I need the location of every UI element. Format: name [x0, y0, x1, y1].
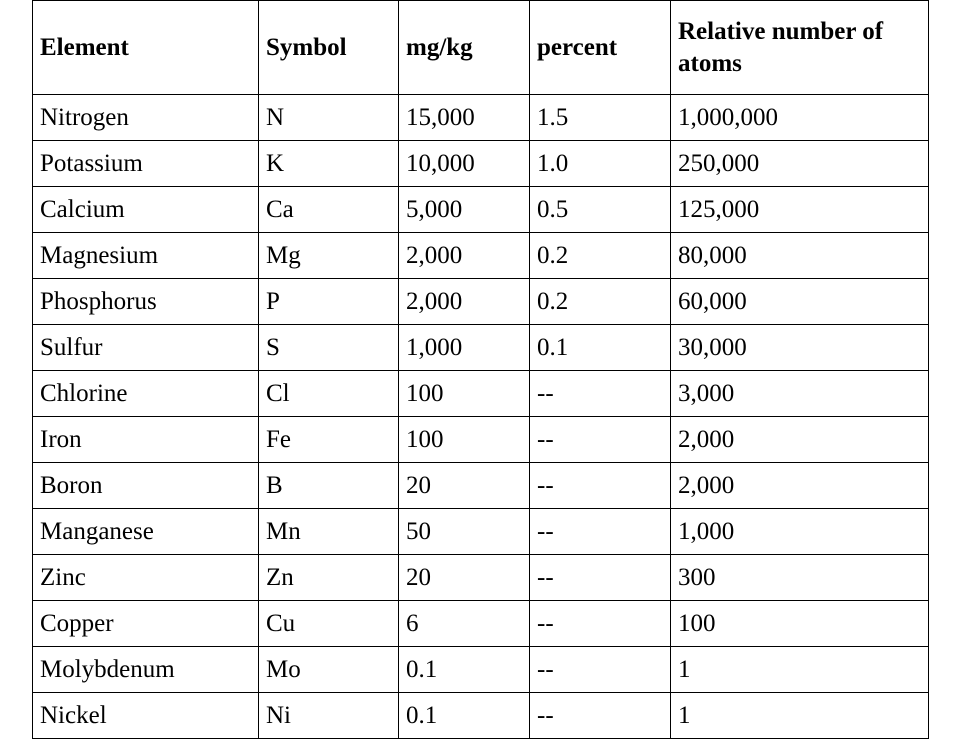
- cell-relative-atoms: 300: [671, 555, 929, 601]
- cell-percent: 0.2: [530, 279, 671, 325]
- cell-symbol: Ni: [259, 693, 399, 739]
- table-row: [33, 693, 929, 739]
- cell-element: Nitrogen: [33, 95, 259, 141]
- cell-mg-per-kg: 0.1: [399, 693, 530, 739]
- cell-symbol: Fe: [259, 417, 399, 463]
- element-table: [32, 0, 929, 739]
- table-row: [33, 187, 929, 233]
- cell-mg-per-kg: 20: [399, 463, 530, 509]
- cell-percent: 1.5: [530, 95, 671, 141]
- table-row: [33, 601, 929, 647]
- table-row: [33, 417, 929, 463]
- cell-mg-per-kg: 6: [399, 601, 530, 647]
- cell-mg-per-kg: 50: [399, 509, 530, 555]
- cell-relative-atoms: 2,000: [671, 417, 929, 463]
- cell-mg-per-kg: 1,000: [399, 325, 530, 371]
- table-row: [33, 233, 929, 279]
- cell-percent: 0.5: [530, 187, 671, 233]
- cell-element: Magnesium: [33, 233, 259, 279]
- cell-relative-atoms: 100: [671, 601, 929, 647]
- table-row: [33, 371, 929, 417]
- cell-relative-atoms: 250,000: [671, 141, 929, 187]
- cell-percent: 0.1: [530, 325, 671, 371]
- table-row: [33, 325, 929, 371]
- cell-symbol: P: [259, 279, 399, 325]
- cell-relative-atoms: 1,000: [671, 509, 929, 555]
- cell-symbol: Cu: [259, 601, 399, 647]
- cell-relative-atoms: 3,000: [671, 371, 929, 417]
- cell-symbol: B: [259, 463, 399, 509]
- header-mg-per-kg: mg/kg: [399, 1, 530, 95]
- cell-percent: 0.2: [530, 233, 671, 279]
- cell-percent: --: [530, 647, 671, 693]
- cell-element: Phosphorus: [33, 279, 259, 325]
- cell-element: Boron: [33, 463, 259, 509]
- cell-symbol: N: [259, 95, 399, 141]
- cell-relative-atoms: 60,000: [671, 279, 929, 325]
- header-row: [33, 1, 929, 95]
- cell-mg-per-kg: 15,000: [399, 95, 530, 141]
- cell-symbol: Ca: [259, 187, 399, 233]
- cell-symbol: Mo: [259, 647, 399, 693]
- cell-mg-per-kg: 5,000: [399, 187, 530, 233]
- cell-element: Potassium: [33, 141, 259, 187]
- cell-percent: --: [530, 417, 671, 463]
- table-row: [33, 141, 929, 187]
- cell-symbol: Zn: [259, 555, 399, 601]
- cell-percent: --: [530, 555, 671, 601]
- table-row: [33, 555, 929, 601]
- cell-relative-atoms: 1: [671, 693, 929, 739]
- cell-percent: 1.0: [530, 141, 671, 187]
- header-percent: percent: [530, 1, 671, 95]
- header-relative-atoms: Relative number of atoms: [671, 1, 929, 95]
- cell-symbol: Cl: [259, 371, 399, 417]
- table-row: [33, 279, 929, 325]
- table-body: [33, 95, 929, 739]
- cell-percent: --: [530, 601, 671, 647]
- cell-percent: --: [530, 509, 671, 555]
- cell-relative-atoms: 30,000: [671, 325, 929, 371]
- cell-element: Chlorine: [33, 371, 259, 417]
- cell-element: Zinc: [33, 555, 259, 601]
- cell-symbol: S: [259, 325, 399, 371]
- cell-mg-per-kg: 100: [399, 417, 530, 463]
- table-header: [33, 1, 929, 95]
- cell-symbol: Mn: [259, 509, 399, 555]
- cell-element: Manganese: [33, 509, 259, 555]
- cell-element: Calcium: [33, 187, 259, 233]
- cell-relative-atoms: 80,000: [671, 233, 929, 279]
- cell-element: Iron: [33, 417, 259, 463]
- table-row: [33, 463, 929, 509]
- cell-mg-per-kg: 2,000: [399, 279, 530, 325]
- cell-element: Copper: [33, 601, 259, 647]
- header-element: Element: [33, 1, 259, 95]
- cell-mg-per-kg: 2,000: [399, 233, 530, 279]
- cell-percent: --: [530, 463, 671, 509]
- cell-element: Molybdenum: [33, 647, 259, 693]
- cell-symbol: Mg: [259, 233, 399, 279]
- cell-percent: --: [530, 371, 671, 417]
- cell-mg-per-kg: 10,000: [399, 141, 530, 187]
- table-row: [33, 647, 929, 693]
- cell-element: Nickel: [33, 693, 259, 739]
- cell-mg-per-kg: 100: [399, 371, 530, 417]
- cell-element: Sulfur: [33, 325, 259, 371]
- cell-mg-per-kg: 0.1: [399, 647, 530, 693]
- table-row: [33, 509, 929, 555]
- cell-relative-atoms: 1: [671, 647, 929, 693]
- cell-relative-atoms: 2,000: [671, 463, 929, 509]
- header-symbol: Symbol: [259, 1, 399, 95]
- cell-mg-per-kg: 20: [399, 555, 530, 601]
- cell-symbol: K: [259, 141, 399, 187]
- cell-relative-atoms: 1,000,000: [671, 95, 929, 141]
- cell-percent: --: [530, 693, 671, 739]
- table-row: [33, 95, 929, 141]
- cell-relative-atoms: 125,000: [671, 187, 929, 233]
